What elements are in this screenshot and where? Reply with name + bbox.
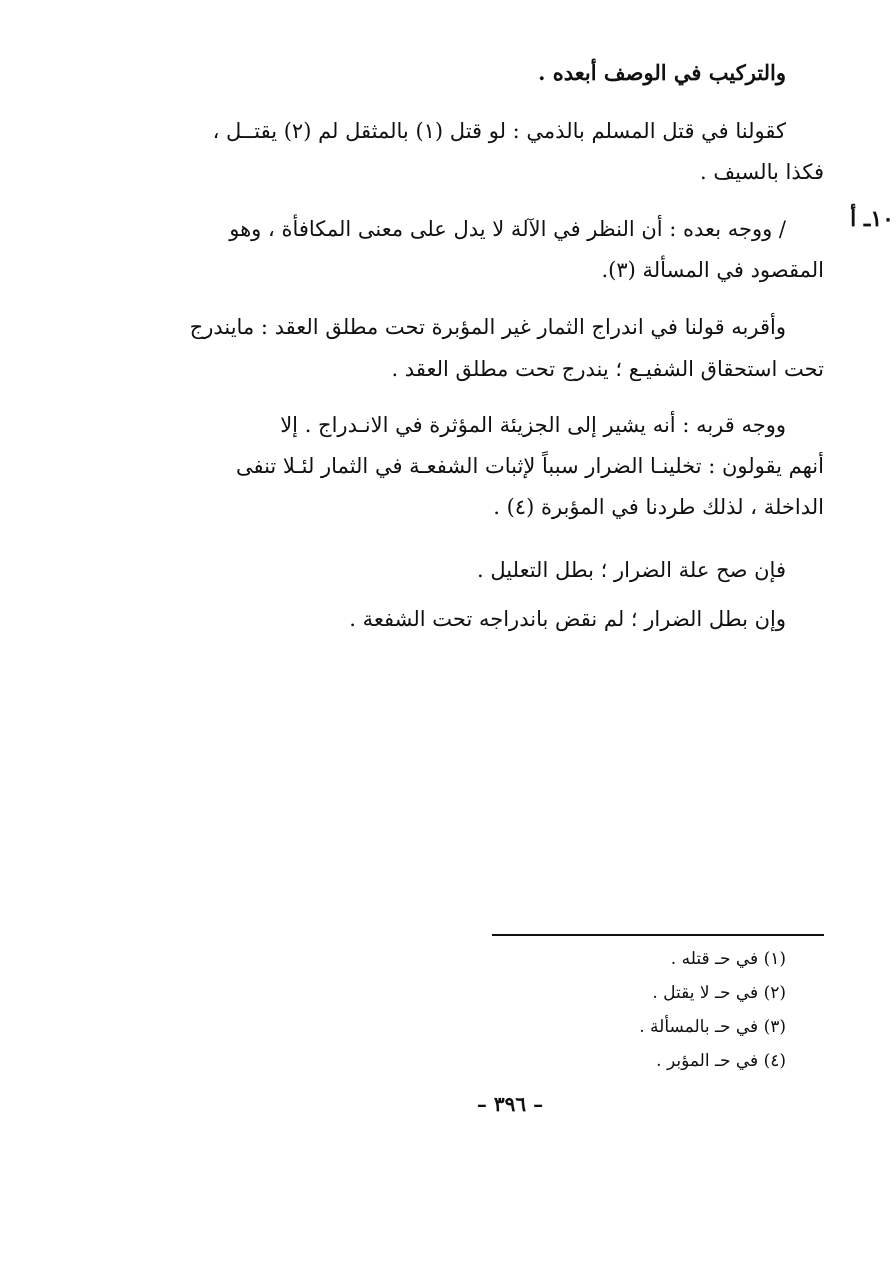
body-line: تحت استحقاق الشفيـع ؛ يندرج تحت مطلق العقد .	[391, 357, 824, 381]
body-line: وإن بطل الضرار ؛ لم نقض باندراجه تحت الشفعة .	[349, 607, 786, 631]
body-line: أنهم يقولون : تخلينـا الضرار سبباً لإثبات الشفعـة في الثمار لئـلا تنفى	[235, 454, 824, 478]
page-number: – ٣٩٦ –	[476, 1092, 544, 1116]
footnote: (٣) في حـ بالمسألة .	[639, 1017, 786, 1037]
body-line: والتركيب في الوصف أبعده .	[538, 60, 786, 85]
footnote: (٤) في حـ المؤبر .	[656, 1051, 786, 1071]
body-line: كقولنا في قتل المسلم بالذمي : لو قتل (١) بالمثقل لم (٢) يقتــل ،	[212, 119, 786, 143]
body-line: وأقربه قولنا في اندراج الثمار غير المؤبرة تحت مطلق العقد : مايندرج	[189, 315, 786, 339]
body-line: فكذا بالسيف .	[700, 160, 824, 184]
body-line: المقصود في المسألة (٣).	[601, 258, 824, 282]
body-line: / ووجه بعده : أن النظر في الآلة لا يدل على معنى المكافأة ، وهو	[229, 217, 786, 241]
margin-folio-note: ١٠ـ أ	[850, 206, 894, 232]
footnote-divider	[492, 934, 824, 936]
footnote: (٢) في حـ لا يقتل .	[652, 983, 786, 1003]
footnote: (١) في حـ قتله .	[670, 949, 786, 969]
body-line: الداخلة ، لذلك طردنا في المؤبرة (٤) .	[493, 495, 824, 519]
body-line: ووجه قربه : أنه يشير إلى الجزيئة المؤثرة في الانـدراج . إلا	[280, 413, 786, 437]
body-line: فإن صح علة الضرار ؛ بطل التعليل .	[477, 558, 786, 582]
